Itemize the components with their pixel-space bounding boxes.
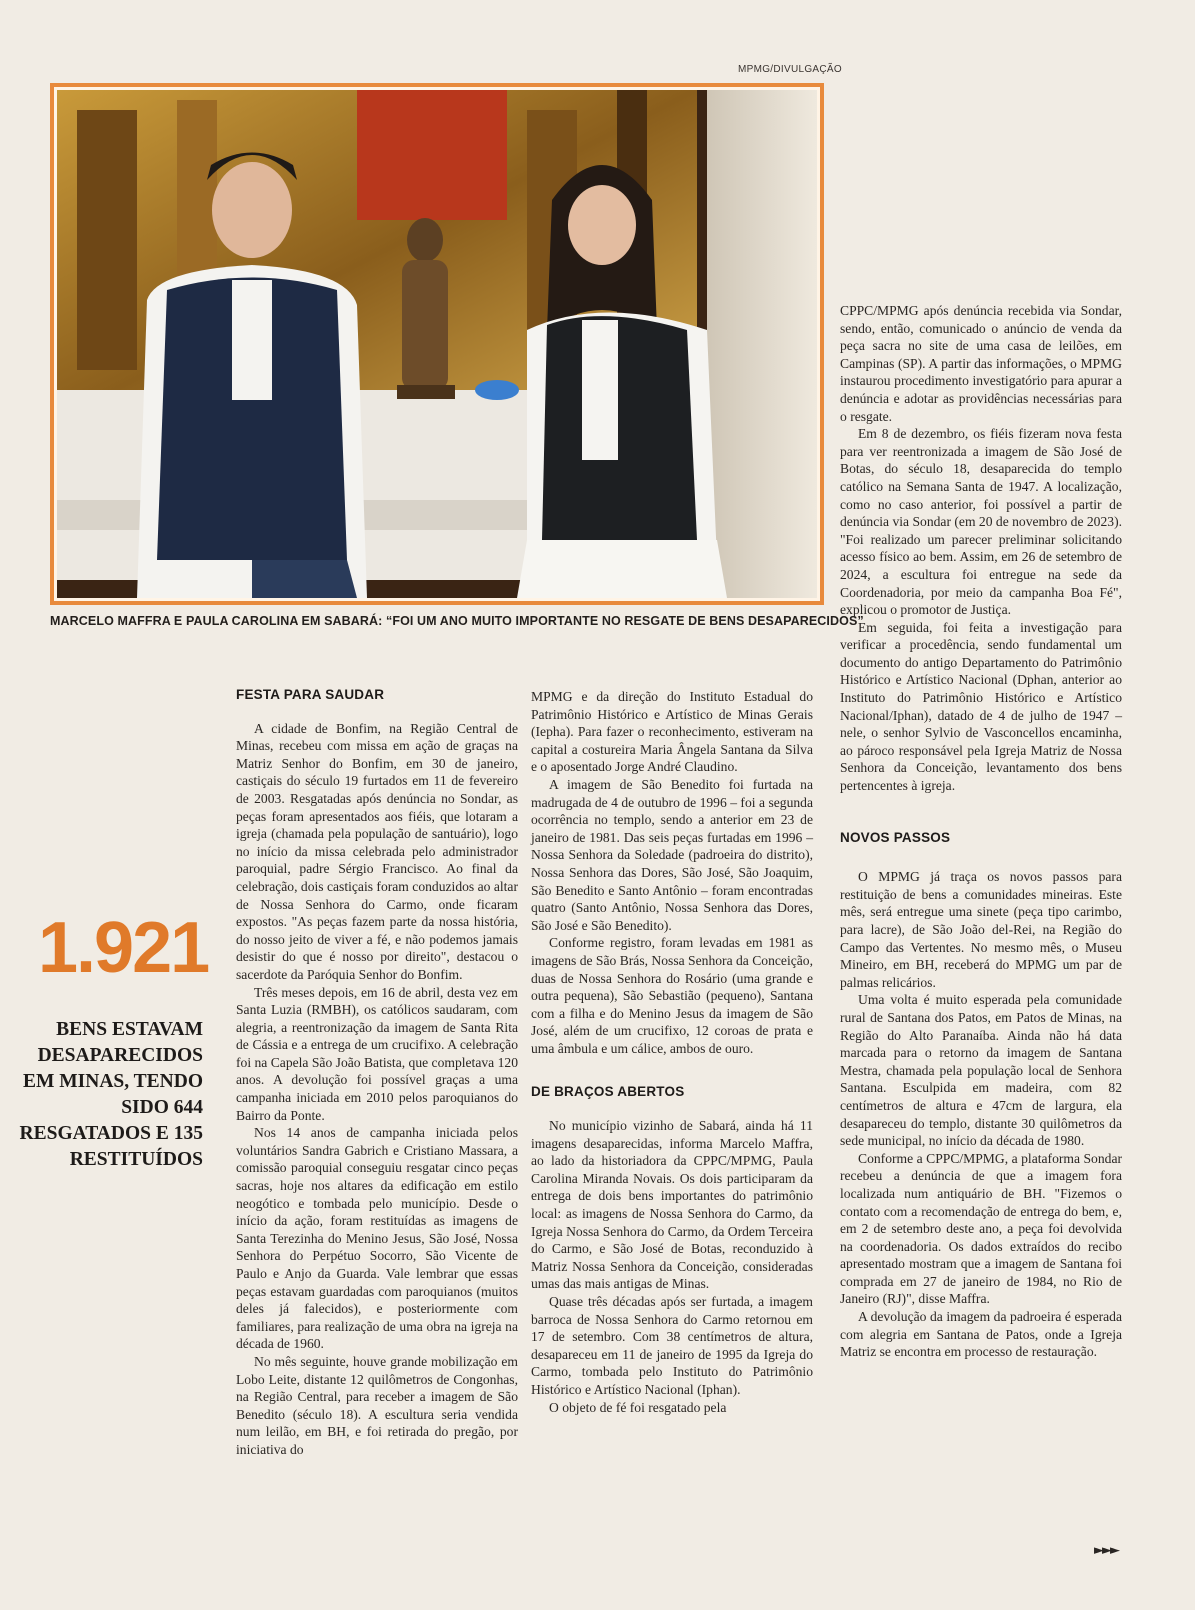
paragraph: O MPMG já traça os novos passos para restituição de bens a comunidades mineiras. Este mês, será entregue uma sinete (peça tipo carimbo, para lacre), de São João del-Rei, na Região do Campo das Vertentes. No mesmo mês, o Museu Mineiro, em BH, receberá do MPMG um par de palmas relicários. — [840, 869, 1122, 990]
article-photo — [54, 87, 820, 601]
article-column-1 — [236, 686, 518, 1459]
photo-frame — [50, 83, 824, 605]
paragraph: No município vizinho de Sabará, ainda há 11 imagens desaparecidas, informa Marcelo Maffra, ao lado da historiadora da CPPC/MPMG, Paula Carolina Miranda Novais. Os dois participaram da entrega de dois bens importantes do patrimônio local: as imagens de Nossa Senhora do Carmo, da Igreja Nossa Senhora do Carmo, da Ordem Terceira do Carmo, e São José de Botas, reconduzido à Matriz Nossa Senhora da Conceição, consideradas umas das mais antigas de Minas. — [531, 1118, 813, 1292]
article-column-3 — [840, 302, 1122, 1361]
paragraph: CPPC/MPMG após denúncia recebida via Sondar, sendo, então, comunicado o anúncio de venda da peça sacra no site de uma casa de leilões, em Campinas (SP). A partir das informações, o MPMG instaurou procedimento investigatório para apurar a denúncia e adotar as providências necessárias para o resgate. — [840, 303, 1122, 424]
continue-arrows-icon: ►►► — [1094, 1543, 1118, 1558]
photo-caption: MARCELO MAFFRA E PAULA CAROLINA EM SABARÁ: “FOI UM ANO MUITO IMPORTANTE NO RESGATE DE BENS DESAPARECIDOS” — [50, 614, 864, 628]
paragraph: Uma volta é muito esperada pela comunidade rural de Santana dos Patos, em Patos de Minas, na Região do Alto Paranaíba. Ainda não há data marcada para o retorno da imagem de Santana Mestra, chamada pela população local de Senhora Santana. Esculpida em madeira, com 82 centímetros de altura e 47cm de largura, ela desapareceu do templo, distante 30 quilômetros da sede municipal, no início da década de 1980. — [840, 992, 1122, 1149]
section-heading: NOVOS PASSOS — [840, 829, 951, 845]
paragraph: Três meses depois, em 16 de abril, desta vez em Santa Luzia (RMBH), os católicos saudaram, com alegria, a reentronização da imagem de Santa Rita de Cássia e a entrega de um crucifixo. A celebração foi na Capela São João Batista, que completava 120 anos. A devolução foi possível graças a uma campanha iniciada em 2010 pelos paroquianos do Bairro da Ponte. — [236, 984, 518, 1123]
paragraph: Conforme a CPPC/MPMG, a plataforma Sondar recebeu a denúncia de que a imagem fora localizada num antiquário de BH. "Fizemos o contato com a recomendação de entrega do bem, e, em 2 de setembro deste ano, a peça foi devolvida na coordenadoria. Os dados extraídos do recibo apresentado mostram que a imagem de Santana foi comprada em 27 de janeiro de 1984, no Rio de Janeiro (RJ)", disse Maffra. — [840, 1150, 1122, 1307]
paragraph: MPMG e da direção do Instituto Estadual do Patrimônio Histórico e Artístico de Minas Gerais (Iepha). Para fazer o reconhecimento, estiveram na capital a costureira Maria Ângela Santana da Silva e o aposentado Jorge André Claudino. — [531, 689, 813, 775]
paragraph: A imagem de São Benedito foi furtada na madrugada de 4 de outubro de 1996 – foi a segunda ocorrência no templo, sendo a anterior em 23 de janeiro de 1981. Das seis peças furtadas em 1996 – Nossa Senhora da Soledade (padroeira do distrito), Nossa Senhora das Dores, São José, São Joaquim, São Benedito e Santo Antônio – foram encontradas quatro (Santo Antônio, Nossa Senhora das Dores, São José e São Benedito). — [531, 776, 813, 933]
paragraph: Em seguida, foi feita a investigação para verificar a procedência, sendo fundamental um documento do antigo Departamento do Patrimônio Histórico e Artístico Nacional (Dphan, anterior ao Instituto do Patrimônio Histórico e Artístico Nacional/Iphan), datado de 4 de julho de 1947 – nele, o senhor Sylvio de Vasconcellos encaminha, ao pároco responsável pela Igreja Matriz de Nossa Senhora da Conceição, levantamento dos bens pertencentes à igreja. — [840, 619, 1122, 794]
highlight-text: BENS ESTAVAM DESAPARECIDOS EM MINAS, TENDO SIDO 644 RESGATADOS E 135 RESTITUÍDOS — [19, 1019, 203, 1170]
photo-credit: MPMG/DIVULGAÇÃO — [738, 64, 842, 75]
paragraph: A cidade de Bonfim, na Região Central de Minas, recebeu com missa em ação de graças na Matriz Senhor do Bonfim, em 30 de janeiro, castiçais do século 19 furtados em 11 de fevereiro de 2003. Resgatadas após denúncia no Sondar, as peças foram apresentados aos fiéis, que lotaram a igreja (chamada pela população de santuário), logo no início da missa celebrada pelo administrador paroquial, padre Sérgio Francisco. Ao final da celebração, dois castiçais foram conduzidos ao altar de Nossa Senhora do Carmo, onde ficaram expostos. "As peças fazem parte da nossa história, do nosso jeito de viver a fé, e não podemos jamais desistir do que é nosso por direito", destacou o sacerdote da Paróquia Senhor do Bonfim. — [236, 720, 518, 982]
paragraph: Em 8 de dezembro, os fiéis fizeram nova festa para ver reentronizada a imagem de São José de Botas, do século 18, desaparecida do templo católico na Semana Santa de 1947. A localização, como no caso anterior, foi possível a partir de denúncia via Sondar (em 20 de novembro de 2023). "Foi realizado um parecer preliminar solicitando acesso físico ao bem. Assim, em 26 de setembro de 2024, a escultura foi entregue na sede da Coordenadoria, por meio da campanha Boa Fé", explicou o promotor de Justiça. — [840, 426, 1122, 618]
paragraph: Conforme registro, foram levadas em 1981 as imagens de São Brás, Nossa Senhora da Conceição, duas de Nossa Senhora do Rosário (uma grande e outra pequena), São Sebastião (pequeno), Santana com a filha e do Menino Jesus da imagem de São José, além de um crucifixo, 12 coroas de prata e uma âmbula e um cálice, ambos de ouro. — [531, 935, 813, 1056]
section-heading: FESTA PARA SAUDAR — [236, 687, 385, 702]
paragraph: No mês seguinte, houve grande mobilização em Lobo Leite, distante 12 quilômetros de Congonhas, na Região Central, para receber a imagem de São Benedito (século 18). A escultura seria vendida num leilão, em BH, e foi retirada do pregão, por iniciativa do — [236, 1353, 518, 1457]
paragraph: O objeto de fé foi resgatado pela — [549, 1399, 727, 1415]
paragraph: A devolução da imagem da padroeira é esperada com alegria em Santana de Patos, onde a Igreja Matriz se encontra em processo de restauração. — [840, 1309, 1122, 1360]
paragraph: Quase três décadas após ser furtada, a imagem barroca de Nossa Senhora do Carmo retornou em 17 de setembro. Com 38 centímetros de altura, desapareceu em 11 de janeiro de 1995 da Igreja do Carmo, tombada pelo Instituto do Patrimônio Histórico e Artístico Nacional (Iphan). — [531, 1294, 813, 1397]
paragraph: Nos 14 anos de campanha iniciada pelos voluntários Sandra Gabrich e Cristiano Massara, a comissão paroquial conseguiu resgatar cinco peças sacras, hoje nos altares da edificação em estilo neogótico e tombada pelo município. Desde o início da ação, foram restituídas as imagens de Santa Terezinha do Menino Jesus, São José, Nossa Senhora do Perpétuo Socorro, São Vicente de Paulo e Anjo da Guarda. Vale lembrar que essas peças estavam guardadas com paroquianos (muitos deles já falecidos), e posteriormente com familiares, para realização de uma obra na igreja na década de 1960. — [236, 1125, 518, 1352]
article-column-2 — [531, 688, 813, 1416]
section-heading: DE BRAÇOS ABERTOS — [531, 1084, 685, 1100]
highlight-number: 1.921 — [38, 908, 209, 988]
